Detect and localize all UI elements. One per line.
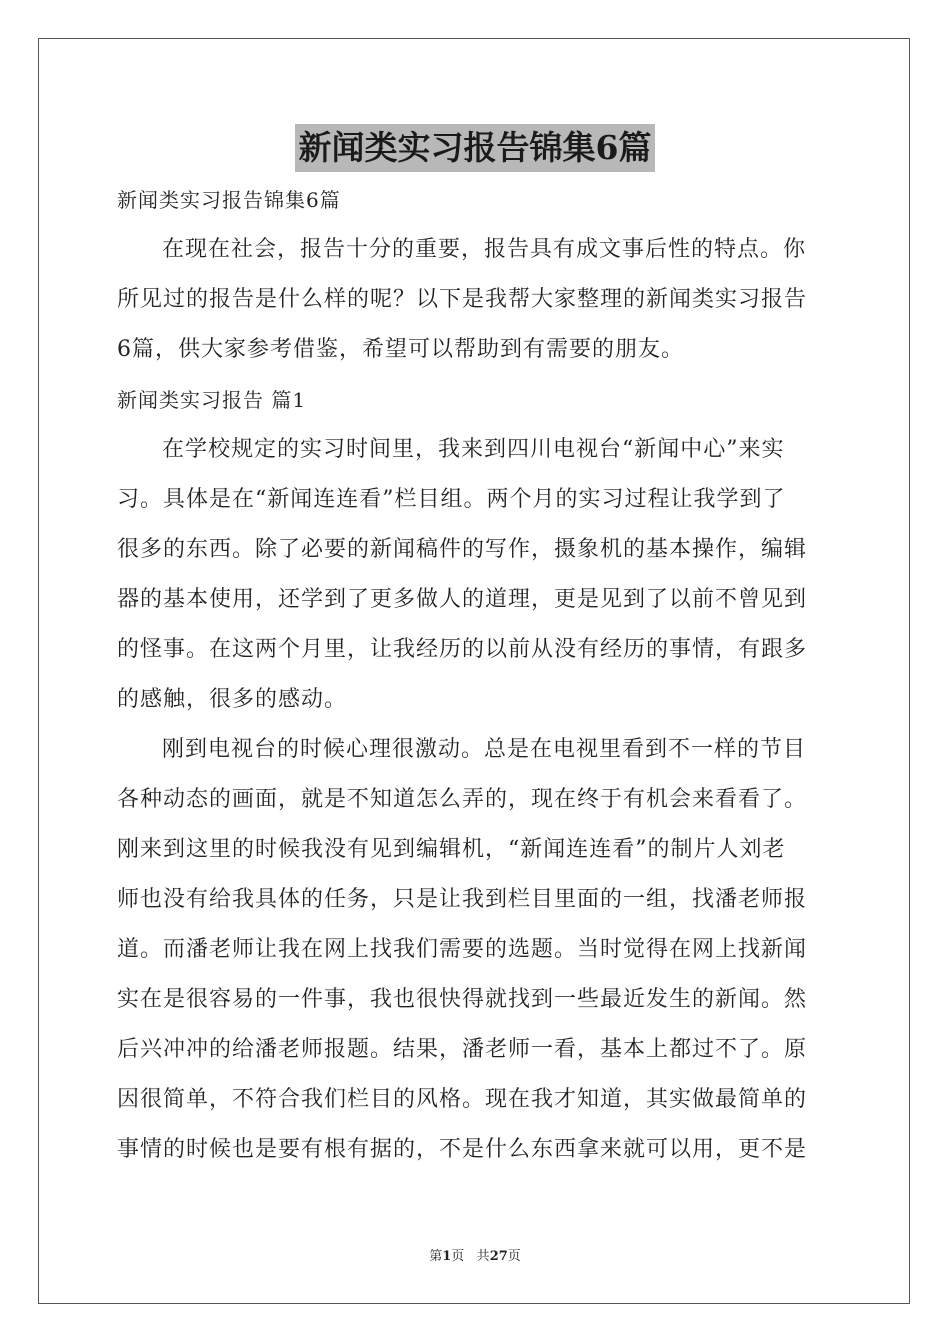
document-subtitle: 新闻类实习报告锦集6篇 — [117, 188, 341, 212]
paragraph-line: 道。而潘老师让我在网上找我们需要的选题。当时觉得在网上找新闻 — [117, 937, 808, 962]
paragraph-line: 在学校规定的实习时间里，我来到四川电视台“新闻中心”来实 — [162, 437, 785, 462]
intro-line: 6篇，供大家参考借鉴，希望可以帮助到有需要的朋友。 — [117, 337, 684, 362]
total-pages: 27 — [489, 1249, 508, 1264]
paragraph-line: 刚到电视台的时候心理很激动。总是在电视里看到不一样的节目 — [162, 737, 807, 762]
paragraph-line: 师也没有给我具体的任务，只是让我到栏目里面的一组，找潘老师报 — [117, 887, 808, 912]
paragraph-line: 的感触，很多的感动。 — [117, 687, 348, 712]
page-footer — [0, 1245, 950, 1264]
paragraph-line: 各种动态的画面，就是不知道怎么弄的，现在终于有机会来看看了。 — [117, 787, 808, 812]
document-body — [117, 175, 837, 1175]
title-container — [0, 124, 950, 172]
paragraph-line: 刚来到这里的时候我没有见到编辑机，“新闻连连看”的制片人刘老 — [117, 837, 786, 862]
page-suffix: 页 — [451, 1249, 465, 1264]
paragraph-line: 很多的东西。除了必要的新闻稿件的写作，摄象机的基本操作，编辑 — [117, 537, 808, 562]
paragraph-line: 实在是很容易的一件事，我也很快得就找到一些最近发生的新闻。然 — [117, 987, 808, 1012]
total-suffix: 页 — [507, 1249, 521, 1264]
total-prefix: 共 — [476, 1249, 490, 1264]
section-heading: 新闻类实习报告 篇1 — [117, 388, 307, 412]
paragraph-line: 因很简单，不符合我们栏目的风格。现在我才知道，其实做最简单的 — [117, 1087, 808, 1112]
paragraph-line: 的怪事。在这两个月里，让我经历的以前从没有经历的事情，有跟多 — [117, 637, 808, 662]
intro-line: 所见过的报告是什么样的呢？以下是我帮大家整理的新闻类实习报告 — [117, 287, 808, 312]
page-number: 1 — [442, 1249, 452, 1264]
paragraph-line: 习。具体是在“新闻连连看”栏目组。两个月的实习过程让我学到了 — [117, 487, 786, 512]
intro-line: 在现在社会，报告十分的重要，报告具有成文事后性的特点。你 — [162, 237, 807, 262]
document-title: 新闻类实习报告锦集6篇 — [295, 124, 656, 172]
paragraph-line: 器的基本使用，还学到了更多做人的道理，更是见到了以前不曾见到 — [117, 587, 808, 612]
page-prefix: 第 — [429, 1249, 443, 1264]
paragraph-line: 事情的时候也是要有根有据的，不是什么东西拿来就可以用，更不是 — [117, 1137, 808, 1162]
paragraph-line: 后兴冲冲的给潘老师报题。结果，潘老师一看，基本上都过不了。原 — [117, 1037, 808, 1062]
